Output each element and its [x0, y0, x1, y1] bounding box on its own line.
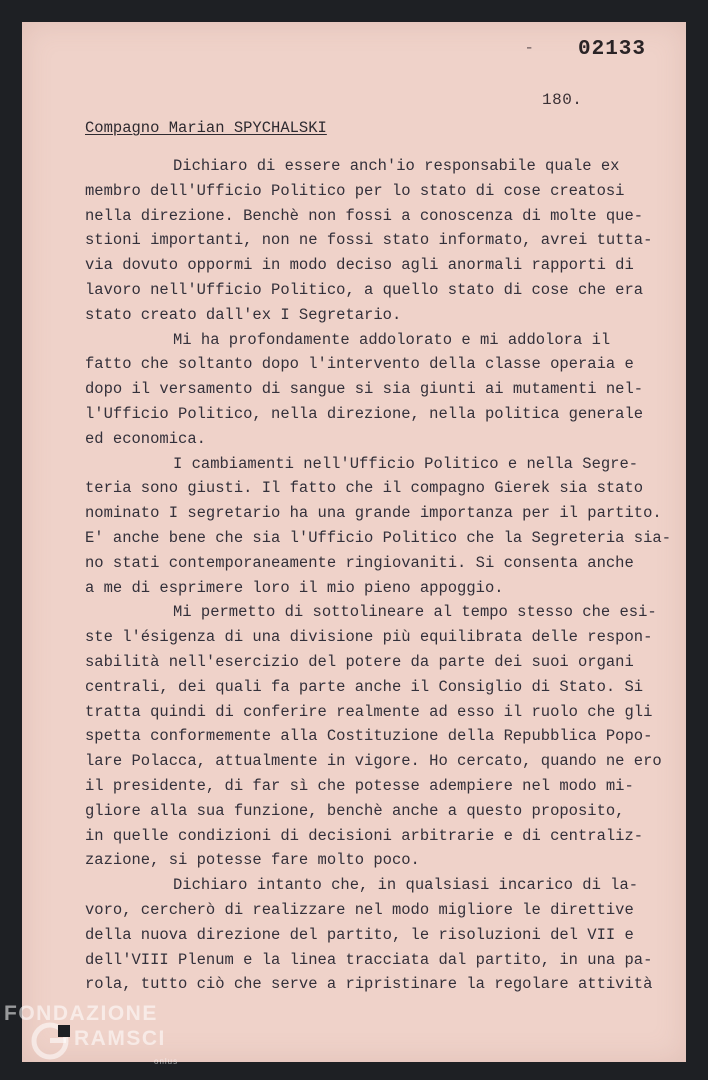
- watermark-sub: onlus: [154, 1057, 179, 1066]
- text-line: lare Polacca, attualmente in vigore. Ho cercato, quando ne ero: [85, 752, 662, 771]
- watermark-line2-text: RAMSCI: [74, 1027, 166, 1050]
- text-line: zazione, si potesse fare molto poco.: [85, 851, 420, 870]
- archive-dash: -: [524, 39, 534, 57]
- text-line: fatto che soltanto dopo l'intervento della classe operaia e: [85, 355, 634, 374]
- fondazione-gramsci-watermark: [4, 1002, 179, 1066]
- text-line: gliore alla sua funzione, benchè anche a questo proposito,: [85, 801, 625, 820]
- text-line: membro dell'Ufficio Politico per lo stato di cose creatosi: [85, 181, 625, 200]
- text-line: della nuova direzione del partito, le risoluzioni del VII e: [85, 925, 634, 944]
- text-line: in quelle condizioni di decisioni arbitrarie e di centraliz-: [85, 826, 644, 845]
- text-line: via dovuto oppormi in modo deciso agli anormali rapporti di: [85, 256, 634, 275]
- text-line: stato creato dall'ex I Segretario.: [85, 305, 402, 324]
- watermark-line2: [4, 1027, 179, 1066]
- addressee-heading: Compagno Marian SPYCHALSKI: [85, 119, 327, 137]
- text-line: Mi permetto di sottolineare al tempo stesso che esi-: [173, 603, 657, 622]
- text-line: stioni importanti, non ne fossi stato informato, avrei tutta-: [85, 231, 653, 250]
- text-line: Dichiaro di essere anch'io responsabile quale ex: [173, 157, 620, 175]
- archive-number: 02133: [577, 38, 646, 61]
- text-line: nella direzione. Benchè non fossi a conoscenza di molte que-: [85, 206, 644, 225]
- text-line: l'Ufficio Politico, nella direzione, nella politica generale: [85, 404, 644, 423]
- text-line: no stati contemporaneamente ringiovaniti. Si consenta anche: [85, 553, 634, 572]
- letter-body: [85, 154, 671, 997]
- document-page: [22, 22, 686, 1062]
- text-line: rola, tutto ciò che serve a ripristinare la regolare attività: [85, 975, 653, 994]
- gramsci-g-logo-icon: [30, 1021, 70, 1061]
- page-number: 180.: [542, 91, 583, 109]
- text-line: E' anche bene che sia l'Ufficio Politico che la Segreteria sia-: [85, 528, 671, 547]
- text-line: a me di esprimere loro il mio pieno appoggio.: [85, 578, 504, 597]
- text-line: nominato I segretario ha una grande importanza per il partito.: [85, 504, 662, 523]
- text-line: centrali, dei quali fa parte anche il Consiglio di Stato. Si: [85, 677, 644, 696]
- text-line: Mi ha profondamente addolorato e mi addolora il: [173, 330, 611, 349]
- text-line: teria sono giusti. Il fatto che il compagno Gierek sia stato: [85, 479, 644, 498]
- text-line: ste l'ésigenza di una divisione più equilibrata delle respon-: [85, 628, 653, 647]
- text-line: Dichiaro intanto che, in qualsiasi incarico di la-: [173, 876, 639, 895]
- text-line: dopo il versamento di sangue si sia giunti ai mutamenti nel-: [85, 380, 644, 399]
- text-line: dell'VIII Plenum e la linea tracciata dal partito, in una pa-: [85, 950, 653, 969]
- text-line: il presidente, di far sì che potesse adempiere nel modo mi-: [85, 776, 634, 795]
- text-line: ed economica.: [85, 429, 206, 448]
- text-line: spetta conformemente alla Costituzione della Repubblica Popo-: [85, 727, 653, 746]
- text-line: I cambiamenti nell'Ufficio Politico e nella Segre-: [173, 454, 639, 473]
- watermark-line1: FONDAZIONE: [4, 1002, 158, 1025]
- text-line: lavoro nell'Ufficio Politico, a quello stato di cose che era: [85, 280, 644, 299]
- text-line: tratta quindi di conferire realmente ad esso il ruolo che gli: [85, 702, 653, 721]
- text-line: sabilità nell'esercizio del potere da parte dei suoi organi: [85, 652, 634, 671]
- text-line: voro, cercherò di realizzare nel modo migliore le direttive: [85, 900, 634, 919]
